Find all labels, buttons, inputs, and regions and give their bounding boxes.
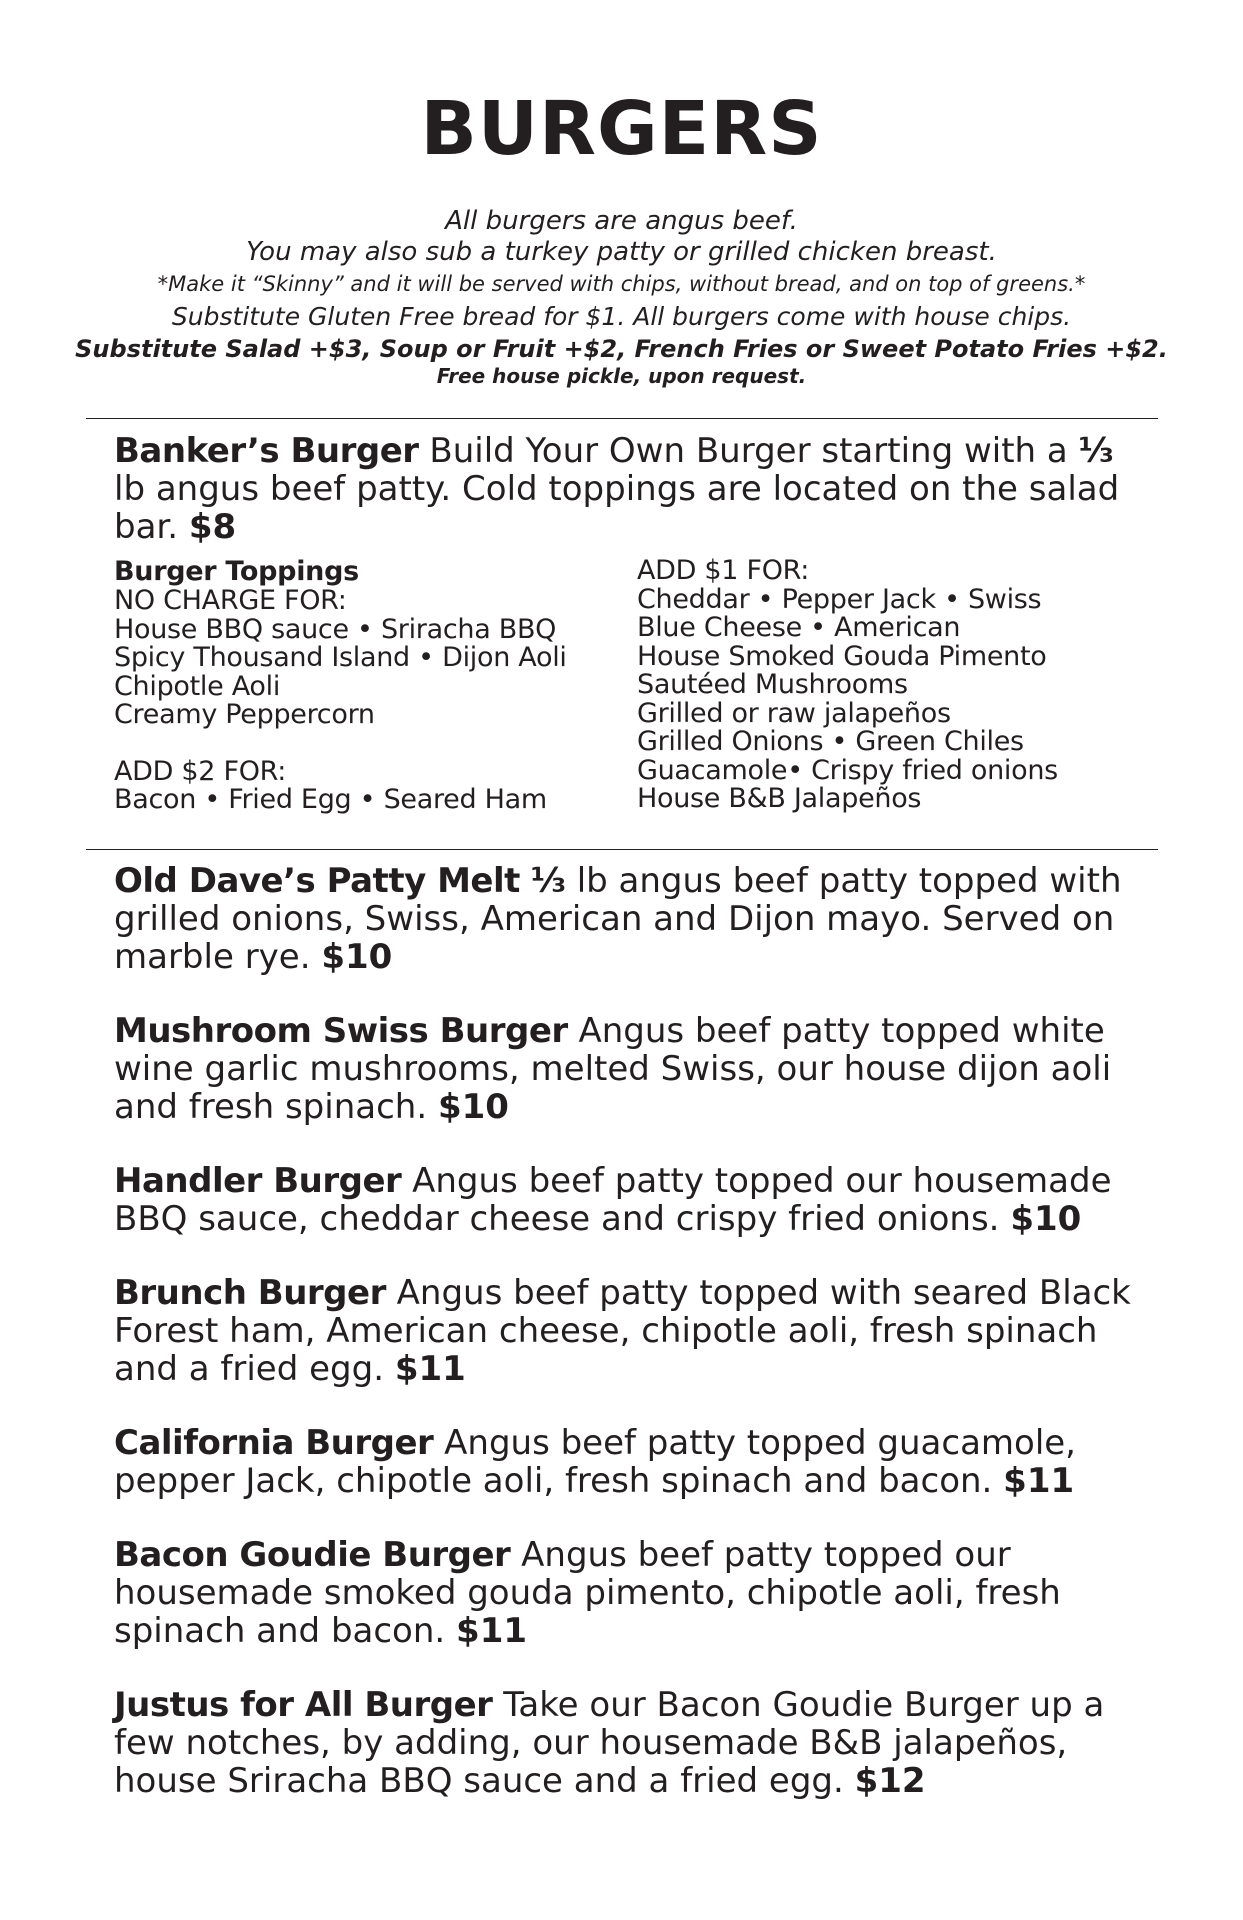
item-price: $11 <box>394 1349 466 1389</box>
item-description: Angus beef patty topped with seared Black Forest ham, American cheese, chipotle aoli, fresh spinach and a fried egg. <box>114 1273 1131 1389</box>
menu-item-mushroom-swiss-burger <box>114 1012 1154 1126</box>
item-price: $10 <box>321 937 393 977</box>
topping-line: Spicy Thousand Island • Dijon Aoli <box>114 642 567 673</box>
topping-line: Cheddar • Pepper Jack • Swiss <box>637 583 1042 615</box>
topping-line: House B&B Jalapeños <box>637 783 922 814</box>
menu-item-brunch-burger <box>114 1274 1154 1388</box>
menu-item-bacon-goudie-burger <box>114 1536 1154 1650</box>
note-angus: All burgers are angus beef. <box>445 206 798 236</box>
item-fraction: ⅓ <box>1078 431 1114 471</box>
item-name: Brunch Burger <box>114 1273 386 1313</box>
item-name: Banker’s Burger <box>114 431 419 471</box>
topping-line: Blue Cheese • American <box>637 612 961 643</box>
item-description-cont: lb angus beef patty topped with grilled onions, Swiss, American and Dijon mayo. Served on marble rye. <box>114 861 1122 977</box>
burger-toppings <box>114 557 1154 827</box>
item-fraction: ⅓ <box>530 861 566 901</box>
toppings-right-column <box>637 557 1157 814</box>
item-price: $10 <box>437 1087 509 1127</box>
divider-middle <box>86 849 1158 850</box>
note-sides: Substitute Salad +$3, Soup or Fruit +$2, French Fries or Sweet Potato Fries +$2. <box>75 335 1168 363</box>
item-description <box>520 861 531 901</box>
item-price: $8 <box>188 507 237 547</box>
item-price: $12 <box>854 1761 926 1801</box>
add-1-label: ADD $1 FOR: <box>637 555 810 586</box>
item-price: $10 <box>1010 1199 1082 1239</box>
item-description: Angus beef patty topped our housemade smoked gouda pimento, chipotle aoli, fresh spinach and bacon. <box>114 1535 1061 1651</box>
spacer <box>114 730 624 758</box>
menu-notes <box>0 206 1243 388</box>
topping-line: Sautéed Mushrooms <box>637 669 908 700</box>
item-name: Mushroom Swiss Burger <box>114 1011 568 1051</box>
item-description: Angus beef patty topped our housemade BBQ sauce, cheddar cheese and crispy fried onions. <box>114 1161 1112 1239</box>
topping-line: Creamy Peppercorn <box>114 699 375 730</box>
item-name: Bacon Goudie Burger <box>114 1535 511 1575</box>
item-name: Handler Burger <box>114 1161 402 1201</box>
item-description: Angus beef patty topped guacamole, pepper Jack, chipotle aoli, fresh spinach and bacon. <box>114 1423 1076 1501</box>
menu-item-california-burger <box>114 1424 1154 1500</box>
topping-line: Grilled or raw jalapeños <box>637 697 951 729</box>
item-description: Take our Bacon Goudie Burger up a few notches, by adding, our housemade B&B jalapeños, house Sriracha BBQ sauce and a fried egg. <box>114 1685 1105 1801</box>
item-price: $11 <box>1003 1461 1075 1501</box>
note-pickle: Free house pickle, upon request. <box>436 364 807 388</box>
menu-item-bankers-burger <box>114 432 1154 546</box>
topping-line: House Smoked Gouda Pimento <box>637 640 1047 672</box>
topping-line: House BBQ sauce • Sriracha BBQ <box>114 613 557 645</box>
item-description: Angus beef patty topped white wine garlic mushrooms, melted Swiss, our house dijon aoli and fresh spinach. <box>114 1011 1112 1127</box>
item-name: Justus for All Burger <box>114 1685 493 1725</box>
note-skinny: *Make it “Skinny” and it will be served with chips, without bread, and on top of greens.* <box>157 272 1086 296</box>
topping-line: Chipotle Aoli <box>114 670 281 702</box>
add-2-label: ADD $2 FOR: <box>114 755 287 787</box>
topping-line: Guacamole• Crispy fried onions <box>637 754 1058 786</box>
divider-top <box>86 418 1158 419</box>
item-name: California Burger <box>114 1423 434 1463</box>
menu-item-justus-for-all-burger <box>114 1686 1154 1800</box>
note-gluten-free: Substitute Gluten Free bread for $1. All burgers come with house chips. <box>171 302 1072 331</box>
toppings-heading: Burger Toppings <box>114 556 359 587</box>
note-substitute-patty: You may also sub a turkey patty or grilled chicken breast. <box>246 237 997 267</box>
menu-item-handler-burger <box>114 1162 1154 1238</box>
item-name: Old Dave’s Patty Melt <box>114 861 520 901</box>
topping-line: Grilled Onions • Green Chiles <box>637 726 1024 757</box>
topping-line: Bacon • Fried Egg • Seared Ham <box>114 784 547 815</box>
menu-item-old-daves-patty-melt <box>114 862 1154 976</box>
page-title: BURGERS <box>420 86 823 172</box>
item-description: Build Your Own Burger starting with a <box>418 431 1079 471</box>
toppings-left-column <box>114 557 624 815</box>
item-description-cont: lb angus beef patty. Cold toppings are located on the salad bar. <box>114 469 1120 547</box>
item-price: $11 <box>456 1611 528 1651</box>
no-charge-label: NO CHARGE FOR: <box>114 585 347 616</box>
